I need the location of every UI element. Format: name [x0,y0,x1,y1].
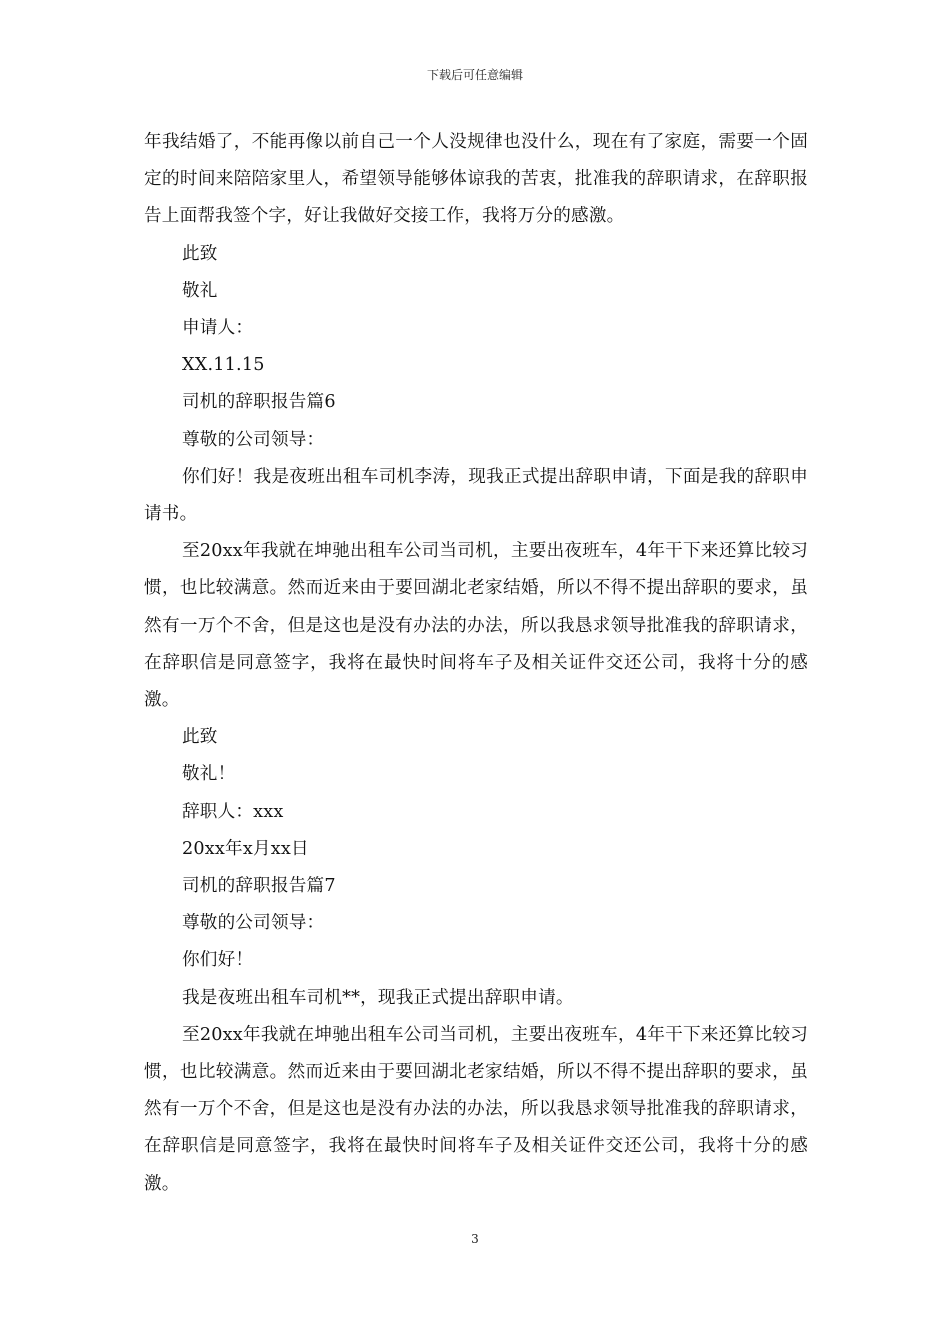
resigner-line-6: 辞职人：xxx [182,801,284,822]
closing-salutation-6: 此致 [182,727,218,748]
page-header: 下载后可任意编辑 [426,68,523,82]
document-body [144,124,808,1203]
section-title-7: 司机的辞职报告篇7 [182,876,336,897]
paragraph-continuation: 年我结婚了，不能再像以前自己一个人没规律也没什么，现在有了家庭，需要一个固定的时间来陪陪家里人，希望领导能够体谅我的苦衷，批准我的辞职请求，在辞职报告上面帮我签个字，好让我做好交接工作，我将万分的感激。 [144,132,808,227]
body-paragraph-7: 至20xx年我就在坤驰出租车公司当司机，主要出夜班车，4年干下来还算比较习惯，也比较满意。然而近来由于要回湖北老家结婚，所以不得不提出辞职的要求，虽然有一万个不舍，但是这也是没有办法的办法，所以我恳求领导批准我的辞职请求，在辞职信是同意签字，我将在最快时间将车子及相关证件交还公司，我将十分的感激。 [144,1024,808,1194]
intro-paragraph-7: 我是夜班出租车司机**，现我正式提出辞职申请。 [182,987,574,1008]
section-title-6: 司机的辞职报告篇6 [182,392,336,413]
closing-regards-6: 敬礼！ [182,764,236,785]
greeting-6: 尊敬的公司领导： [182,429,325,450]
intro-paragraph-6: 你们好！我是夜班出租车司机李涛，现我正式提出辞职申请，下面是我的辞职申请书。 [144,466,808,525]
date-line: XX.11.15 [182,355,265,376]
greeting-7: 尊敬的公司领导： [182,913,325,934]
closing-regards: 敬礼 [182,280,218,301]
date-line-6: 20xx年x月xx日 [182,838,309,859]
hello-line-7: 你们好！ [182,950,254,971]
body-paragraph-6: 至20xx年我就在坤驰出租车公司当司机，主要出夜班车，4年干下来还算比较习惯，也比较满意。然而近来由于要回湖北老家结婚，所以不得不提出辞职的要求，虽然有一万个不舍，但是这也是没有办法的办法，所以我恳求领导批准我的辞职请求，在辞职信是同意签字，我将在最快时间将车子及相关证件交还公司，我将十分的感激。 [144,541,808,711]
closing-salutation: 此致 [182,243,218,264]
page-number: 3 [471,1232,479,1246]
applicant-label: 申请人： [182,318,254,339]
